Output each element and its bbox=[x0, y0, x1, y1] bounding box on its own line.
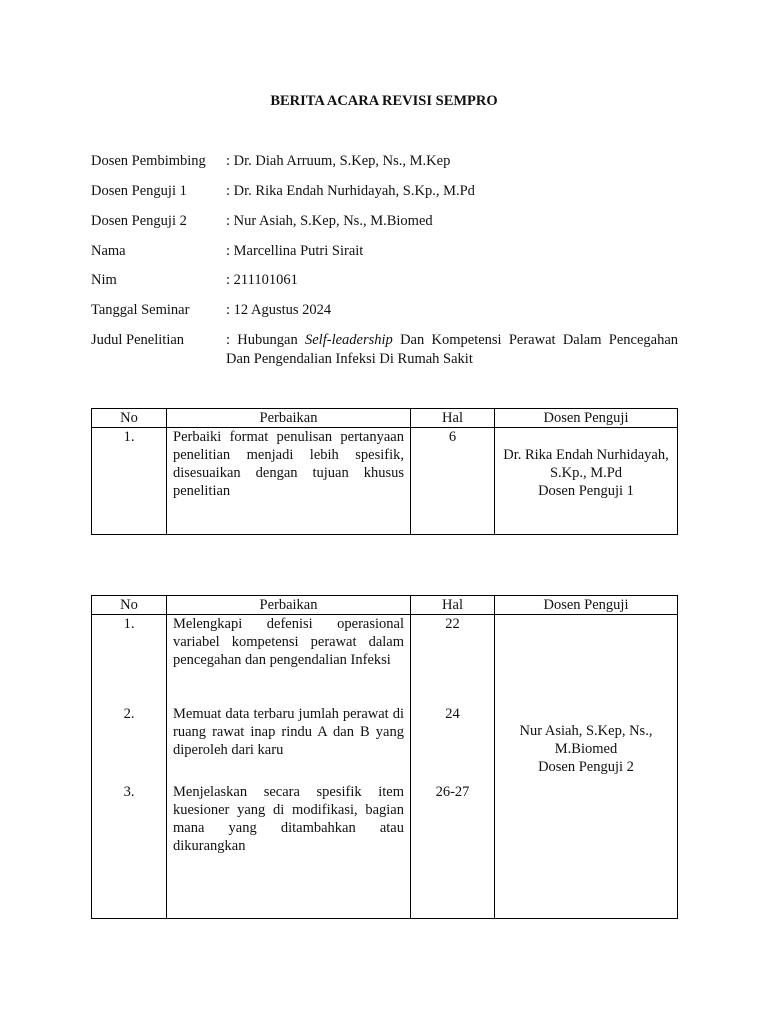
dosen-role: Dosen Penguji 2 bbox=[538, 758, 634, 775]
judul-italic: Self-leadership bbox=[305, 332, 393, 348]
info-label: Judul Penelitian bbox=[91, 332, 185, 348]
header-dosen: Dosen Penguji bbox=[495, 596, 678, 615]
info-label: Tanggal Seminar bbox=[91, 302, 190, 318]
row-no-cell bbox=[92, 615, 167, 919]
row-perbaikan: Memuat data terbaru jumlah perawat di ruang rawat inap rindu A dan B yang diperoleh dari karu bbox=[173, 706, 404, 758]
revision-table-1 bbox=[91, 408, 678, 535]
row-hal: 26-27 bbox=[435, 784, 470, 800]
info-value: : Nur Asiah, S.Kep, Ns., M.Biomed bbox=[226, 213, 433, 229]
table-header bbox=[92, 409, 678, 428]
dosen-name: Nur Asiah, S.Kep, Ns., M.Biomed bbox=[519, 722, 653, 757]
row-no: 2. bbox=[123, 706, 135, 722]
info-label: Dosen Penguji 1 bbox=[91, 183, 187, 199]
header-no: No bbox=[92, 409, 167, 428]
dosen-cell bbox=[495, 428, 678, 535]
info-label: Dosen Penguji 2 bbox=[91, 213, 187, 229]
header-hal: Hal bbox=[411, 409, 495, 428]
info-label: Nama bbox=[91, 243, 126, 259]
table-row bbox=[92, 615, 678, 919]
info-value: : Marcellina Putri Sirait bbox=[226, 243, 364, 259]
table-header bbox=[92, 596, 678, 615]
header-hal: Hal bbox=[411, 596, 495, 615]
info-value: : Dr. Diah Arruum, S.Kep, Ns., M.Kep bbox=[226, 153, 451, 169]
row-hal: 24 bbox=[445, 706, 460, 722]
header-no: No bbox=[92, 596, 167, 615]
info-value-judul bbox=[226, 331, 678, 350]
revision-table-2 bbox=[91, 595, 678, 919]
row-perbaikan: Perbaiki format penulisan pertanyaan penelitian menjadi lebih spesifik, disesuaikan dengan tujuan khusus penelitian bbox=[167, 428, 411, 535]
dosen-role: Dosen Penguji 1 bbox=[538, 483, 634, 499]
row-no: 3. bbox=[123, 784, 135, 800]
row-no: 1. bbox=[92, 428, 167, 535]
document-title: BERITA ACARA REVISI SEMPRO bbox=[270, 93, 498, 109]
judul-prefix: : Hubungan bbox=[226, 332, 305, 348]
dosen-name: Dr. Rika Endah Nurhidayah, bbox=[503, 447, 669, 463]
header-perbaikan: Perbaikan bbox=[167, 409, 411, 428]
dosen-title: S.Kp., M.Pd bbox=[549, 465, 623, 481]
table-row bbox=[92, 428, 678, 535]
header-dosen: Dosen Penguji bbox=[495, 409, 678, 428]
header-perbaikan: Perbaikan bbox=[167, 596, 411, 615]
info-value-judul-line2: Dan Pengendalian Infeksi Di Rumah Sakit bbox=[226, 351, 473, 367]
info-label: Nim bbox=[91, 272, 117, 288]
info-value: : 12 Agustus 2024 bbox=[226, 302, 332, 318]
row-hal: 6 bbox=[411, 428, 495, 535]
info-value: : Dr. Rika Endah Nurhidayah, S.Kp., M.Pd bbox=[226, 183, 475, 199]
judul-line1-rest: Dan Kompetensi Perawat Dalam Pencegahan bbox=[392, 332, 679, 348]
row-perbaikan: Melengkapi defenisi operasional variabel kompetensi perawat dalam pencegahan dan pengendalian Infeksi bbox=[173, 616, 404, 668]
row-no: 1. bbox=[123, 616, 135, 632]
row-hal: 22 bbox=[445, 616, 460, 632]
info-label: Dosen Pembimbing bbox=[91, 153, 206, 169]
row-perbaikan-cell bbox=[167, 615, 411, 919]
info-value: : 211101061 bbox=[226, 272, 298, 288]
row-perbaikan: Menjelaskan secara spesifik item kuesioner yang di modifikasi, bagian mana yang ditambahkan atau dikurangkan bbox=[173, 784, 404, 854]
row-hal-cell bbox=[411, 615, 495, 919]
dosen-cell bbox=[495, 615, 678, 919]
